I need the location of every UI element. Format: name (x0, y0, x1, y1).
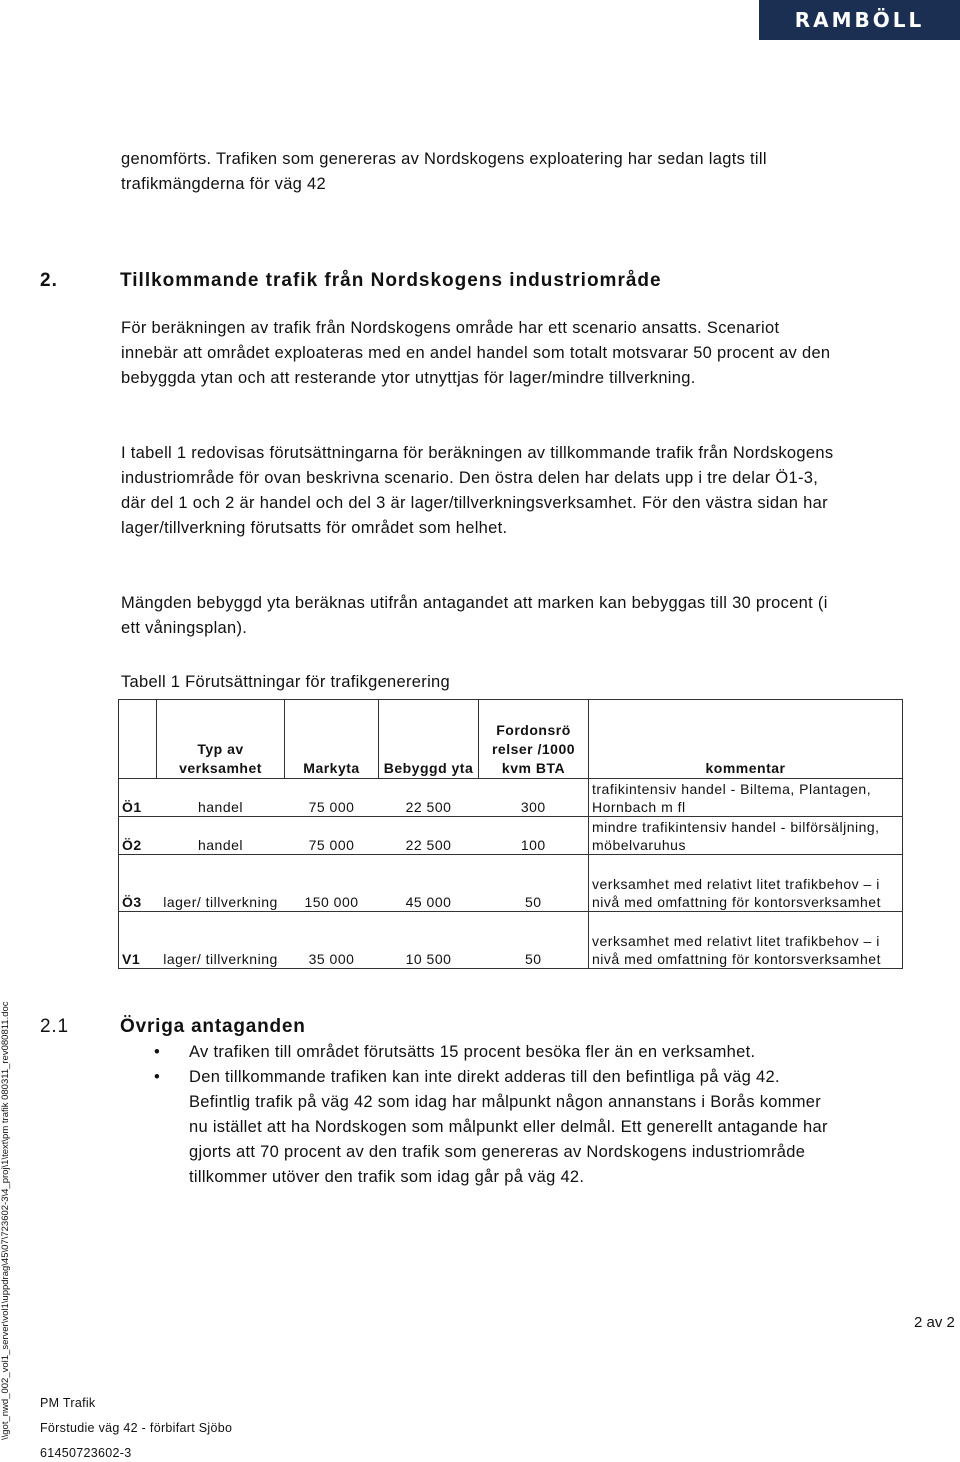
row-fordon: 300 (479, 779, 589, 817)
subsection-title: Övriga antaganden (120, 1016, 306, 1037)
row-type: handel (157, 779, 285, 817)
assumptions-list (150, 1040, 840, 1190)
footer-line-1: PM Trafik (40, 1396, 96, 1410)
footer-line-3: 61450723602-3 (40, 1446, 132, 1460)
row-markyta: 150 000 (285, 855, 379, 912)
row-fordon: 50 (479, 855, 589, 912)
table-row (119, 779, 903, 817)
section-number: 2. (40, 270, 58, 291)
ramboll-logo: RAMBÖLL (759, 0, 960, 40)
row-markyta: 75 000 (285, 779, 379, 817)
row-bebyggd: 22 500 (379, 779, 479, 817)
row-markyta: 75 000 (285, 817, 379, 855)
header-type: Typ av verksamhet (157, 700, 285, 779)
header-fordon: Fordonsrö relser /1000 kvm BTA (479, 700, 589, 779)
row-kommentar: trafikintensiv handel - Biltema, Plantagen, Hornbach m fl (589, 779, 903, 817)
row-id: V1 (119, 912, 157, 969)
row-id: Ö1 (119, 779, 157, 817)
row-markyta: 35 000 (285, 912, 379, 969)
section-title: Tillkommande trafik från Nordskogens industriområde (120, 270, 662, 291)
header-id (119, 700, 157, 779)
row-kommentar: verksamhet med relativt litet trafikbehov – i nivå med omfattning för kontorsverksamhet (589, 855, 903, 912)
subsection-number: 2.1 (40, 1016, 69, 1037)
row-id: Ö3 (119, 855, 157, 912)
header-bebyggd: Bebyggd yta (379, 700, 479, 779)
row-bebyggd: 10 500 (379, 912, 479, 969)
list-item-text: Av trafiken till området förutsätts 15 procent besöka fler än en verksamhet. (189, 1043, 756, 1061)
paragraph-table-intro: I tabell 1 redovisas förutsättningarna för beräkningen av tillkommande trafik från Nordskogens industriområde för ovan beskrivna scenario. Den östra delen har delats upp i tre delar Ö1-3, där del 1 och 2 är handel och del 3 är lager/tillverkningsverksamhet. För den västra sidan har lager/tillverkning förutsatts för området som helhet. (121, 444, 834, 537)
row-type: lager/ tillverkning (157, 912, 285, 969)
header-kommentar: kommentar (589, 700, 903, 779)
row-type: lager/ tillverkning (157, 855, 285, 912)
intro-paragraph: genomförts. Trafiken som genereras av Nordskogens exploatering har sedan lagts till trafikmängderna för väg 42 (121, 150, 767, 193)
row-fordon: 50 (479, 912, 589, 969)
table-caption: Tabell 1 Förutsättningar för trafikgenerering (121, 673, 450, 691)
table-row (119, 817, 903, 855)
traffic-table (118, 699, 903, 969)
row-bebyggd: 22 500 (379, 817, 479, 855)
file-path-margin: \\got_nwd_002_vol1_server\vol1\uppdrag\45\07\723602-3\4_proj\1\text\pm trafik 080311_rev080811.doc (0, 1001, 11, 1440)
row-fordon: 100 (479, 817, 589, 855)
bullet-icon: • (154, 1043, 161, 1061)
table-row (119, 855, 903, 912)
paragraph-scenario: För beräkningen av trafik från Nordskogens område har ett scenario ansatts. Scenariot innebär att området exploateras med en andel handel som totalt motsvarar 50 procent av den bebyggda ytan och att resterande ytor utnyttjas för lager/mindre tillverkning. (121, 319, 831, 387)
page-number: 2 av 2 (914, 1314, 955, 1331)
paragraph-built-area: Mängden bebyggd yta beräknas utifrån antagandet att marken kan bebyggas till 30 procent (i ett våningsplan). (121, 594, 828, 637)
row-bebyggd: 45 000 (379, 855, 479, 912)
table-header-row (119, 700, 903, 779)
bullet-icon: • (154, 1068, 161, 1086)
row-kommentar: mindre trafikintensiv handel - bilförsäljning, möbelvaruhus (589, 817, 903, 855)
list-item (150, 1040, 840, 1065)
row-kommentar: verksamhet med relativt litet trafikbehov – i nivå med omfattning för kontorsverksamhet (589, 912, 903, 969)
footer-line-2: Förstudie väg 42 - förbifart Sjöbo (40, 1421, 233, 1435)
list-item (150, 1065, 840, 1190)
table-row (119, 912, 903, 969)
header-markyta: Markyta (285, 700, 379, 779)
row-type: handel (157, 817, 285, 855)
row-id: Ö2 (119, 817, 157, 855)
list-item-text: Den tillkommande trafiken kan inte direkt adderas till den befintliga på väg 42. Befintlig trafik på väg 42 som idag har målpunkt någon annanstans i Borås kommer nu istället att ha Nordskogen som målpunkt eller delmål. Ett generellt antagande har gjorts att 70 procent av den trafik som genereras av Nordskogens industriområde tillkommer utöver den trafik som idag går på väg 42. (189, 1068, 828, 1186)
